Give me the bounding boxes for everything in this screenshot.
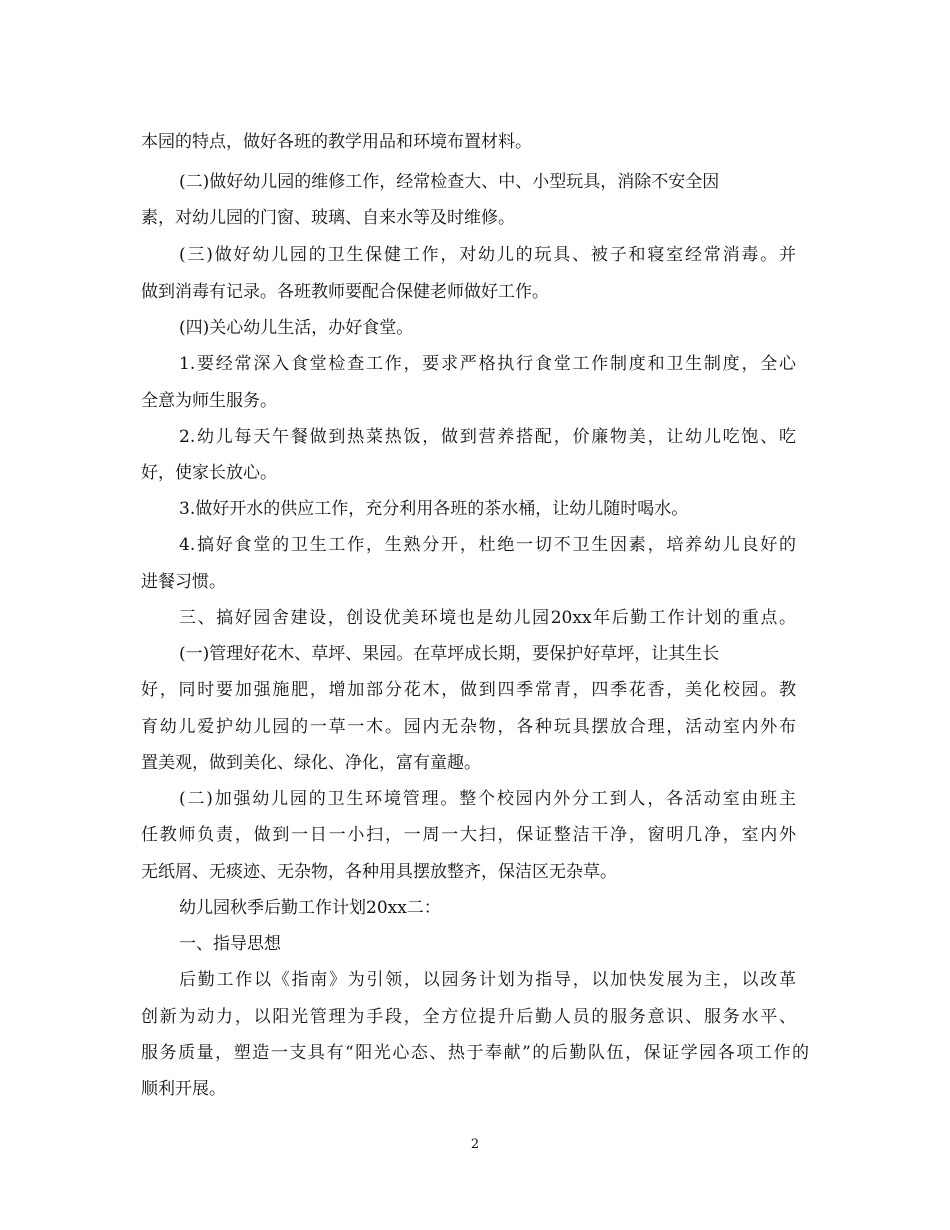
text-line: (二)加强幼儿园的卫生环境管理。整个校园内外分工到人，各活动室由班主 [179,789,796,809]
text-line: 好，使家长放心。 [141,463,277,483]
text-line: 三、搞好园舍建设，创设优美环境也是幼儿园20xx年后勤工作计划的重点。 [179,608,796,628]
text-line: 素，对幼儿园的门窗、玻璃、自来水等及时维修。 [141,208,515,228]
text-line: 创新为动力，以阳光管理为手段，全方位提升后勤人员的服务意识、服务水平、 [141,1007,796,1027]
text-line: 全意为师生服务。 [141,391,277,411]
text-line: 一、指导思想 [179,934,281,954]
text-line: 服务质量，塑造一支具有“阳光心态、热于奉献”的后勤队伍，保证学园各项工作的 [141,1043,809,1063]
text-line: 做到消毒有记录。各班教师要配合保健老师做好工作。 [141,282,549,302]
text-line: 本园的特点，做好各班的教学用品和环境布置材料。 [141,132,532,152]
text-line: 4.搞好食堂的卫生工作，生熟分开，杜绝一切不卫生因素，培养幼儿良好的 [179,535,796,555]
text-line: 置美观，做到美化、绿化、净化，富有童趣。 [141,753,481,773]
text-line: 好，同时要加强施肥，增加部分花木，做到四季常青，四季花香，美化校园。教 [141,680,796,700]
text-line: 2.幼儿每天午餐做到热菜热饭，做到营养搭配，价廉物美，让幼儿吃饱、吃 [179,427,796,447]
text-line: 任教师负责，做到一日一小扫，一周一大扫，保证整洁干净，窗明几净，室内外 [141,825,796,845]
text-line: 无纸屑、无痰迹、无杂物，各种用具摆放整齐，保洁区无杂草。 [141,862,617,882]
text-line: (四)关心幼儿生活，办好食堂。 [179,318,414,338]
text-line: (二)做好幼儿园的维修工作，经常检查大、中、小型玩具，消除不安全因 [179,172,720,192]
text-line: 后勤工作以《指南》为引领，以园务计划为指导，以加快发展为主，以改革 [179,970,796,990]
text-line: (三)做好幼儿园的卫生保健工作，对幼儿的玩具、被子和寝室经常消毒。并 [179,245,796,265]
text-line: 3.做好开水的供应工作，充分利用各班的茶水桶，让幼儿随时喝水。 [179,499,689,519]
page-number: 2 [470,1137,480,1152]
text-line: 育幼儿爱护幼儿园的一草一木。园内无杂物，各种玩具摆放合理，活动室内外布 [141,717,796,737]
text-line: (一)管理好花木、草坪、果园。在草坪成长期，要保护好草坪，让其生长 [179,644,720,664]
text-line: 1.要经常深入食堂检查工作，要求严格执行食堂工作制度和卫生制度，全心 [179,354,796,374]
text-line: 幼儿园秋季后勤工作计划20xx二： [179,898,441,918]
text-line: 进餐习惯。 [141,572,226,592]
text-line: 顺利开展。 [141,1079,226,1099]
